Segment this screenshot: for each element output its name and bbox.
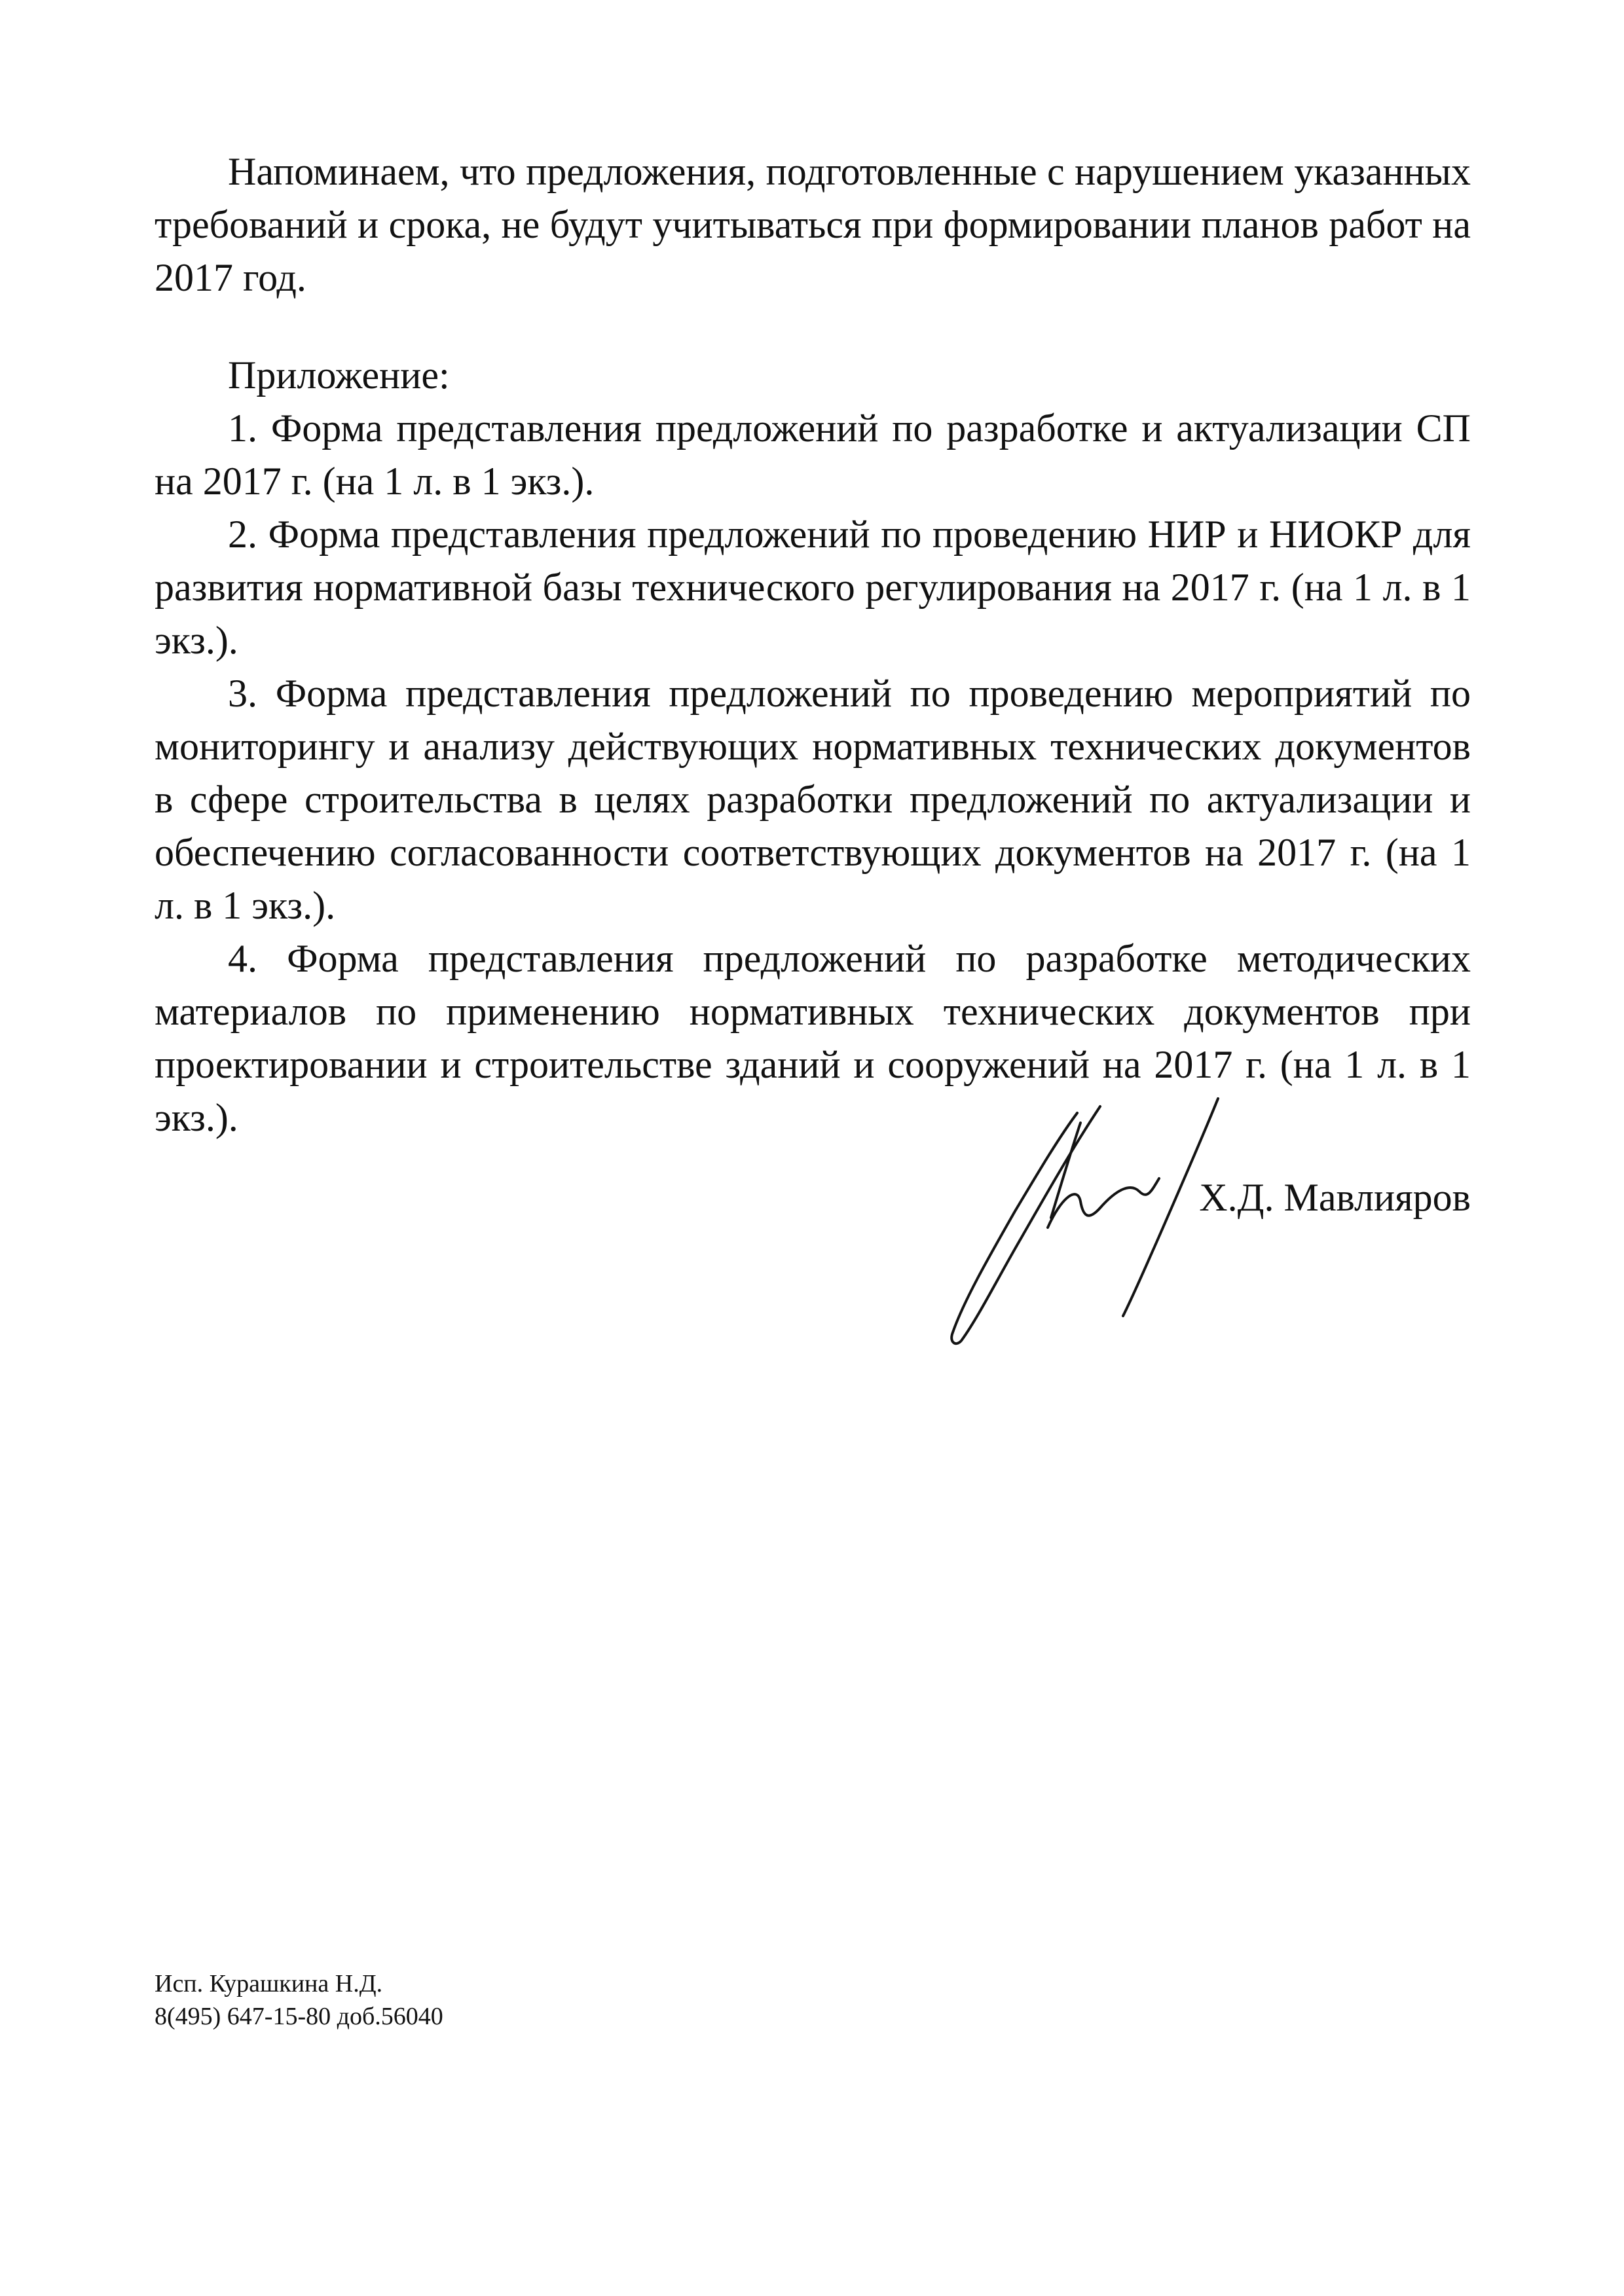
signer-name: Х.Д. Мавлияров [1199, 1176, 1471, 1219]
executor-phone: 8(495) 647-15-80 доб.56040 [155, 2003, 443, 2030]
executor-block [155, 1967, 443, 2033]
executor-name: Исп. Курашкина Н.Д. [155, 1970, 383, 1997]
reminder-paragraph: Напоминаем, что предложения, подготовленные с нарушением указанных требований и срока, не будут учитываться при формировании планов работ на 2017 год. [155, 150, 1471, 299]
attachment-item-2: 2. Форма представления предложений по проведению НИР и НИОКР для развития нормативной базы технического регулирования на 2017 г. (на 1 л. в 1 экз.). [155, 513, 1471, 662]
attachment-item-3: 3. Форма представления предложений по проведению мероприятий по мониторингу и анализу действующих нормативных технических документов в сфере строительства в целях разработки предложений по актуализации и обеспечению согласованности соответствующих документов на 2017 г. (на 1 л. в 1 экз.). [155, 672, 1471, 927]
attachment-item-1: 1. Форма представления предложений по разработке и актуализации СП на 2017 г. (на 1 л. в 1 экз.). [155, 407, 1471, 503]
attachment-item-4: 4. Форма представления предложений по разработке методических материалов по применению нормативных технических документов при проектировании и строительстве зданий и сооружений на 2017 г. (на 1 л. в 1 экз.). [155, 937, 1471, 1139]
attachments-heading: Приложение: [228, 354, 450, 397]
